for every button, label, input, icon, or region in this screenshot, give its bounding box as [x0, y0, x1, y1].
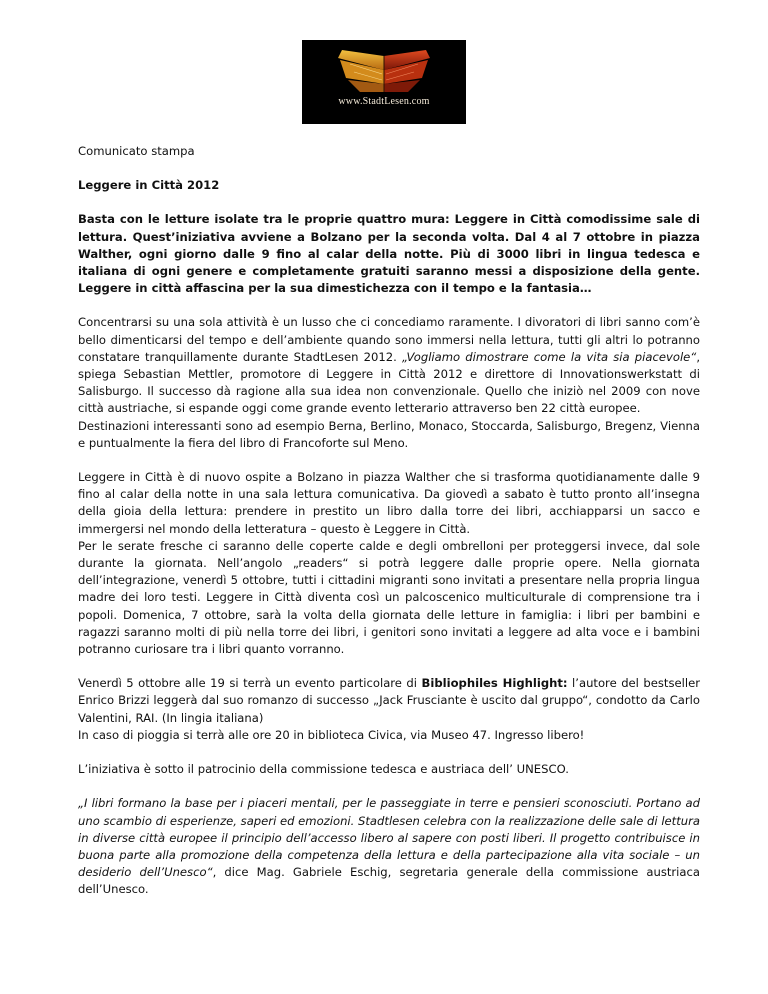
paragraph-5-bold: Bibliophiles Highlight: — [421, 676, 568, 691]
paragraph-5-start: Venerdì 5 ottobre alle 19 si terrà un evento particolare di — [78, 676, 422, 691]
paragraph-7: L’iniziativa è sotto il patrocinio della commissione tedesca e austriaca dell’ UNESCO. — [78, 762, 569, 777]
paragraph-1 — [78, 314, 700, 417]
logo-url-text: www.StadtLesen.com — [338, 96, 430, 107]
title-text: Leggere in Città 2012 — [78, 178, 220, 193]
lead-text: Basta con le letture isolate tra le proprie quattro mura: Leggere in Città comodissime sale di lettura. Quest’iniziativa avviene a Bolzano per la seconda volta. Dal 4 al 7 ottobre in piazza Walther, ogni giorno dalle 9 fino al calar della notte. Più di 3000 libri in lingua tedesca e italiana di ogni genere e completamente gratuiti saranno messi a disposizione della gente. Leggere in città affascina per la sua dimestichezza con il tempo e la fantasia… — [78, 212, 700, 296]
paragraph-2: Destinazioni interessanti sono ad esempio Berna, Berlino, Monaco, Stoccarda, Salisburgo, Bregenz, Vienna e puntualmente la fiera del libro di Francoforte sul Meno. — [78, 418, 700, 450]
stadtlesen-logo — [302, 40, 466, 124]
paragraph-3: Leggere in Città è di nuovo ospite a Bolzano in piazza Walther che si trasforma quotidianamente dalle 9 fino al calar della notte in una sala lettura comunicativa. Da giovedì a sabato è tutto pronto all’insegna della gioia della lettura: prendere in prestito un libro dalla torre dei libri, acchiapparsi un sacco e immergersi nel mondo della letteratura – questo è Leggere in Città. — [78, 470, 700, 536]
document-title — [78, 177, 700, 194]
press-release-body — [78, 143, 700, 899]
paragraph-8-end: , dice Mag. Gabriele Eschig, segretaria generale della commissione austriaca dell’Unesco. — [78, 865, 700, 897]
paragraph-4: Per le serate fresche ci saranno delle coperte calde e degli ombrelloni per proteggersi invece, dal sole durante la giornata. Nell’angolo „readers“ si potrà leggere dalle proprie opere. Nella giornata dell’integrazione, venerdì 5 ottobre, tutti i cittadini migranti sono invitati a presentare nella propria lingua madre dei loro testi. Leggere in Città diventa così un palcoscenico multiculturale di comprensione tra i popoli. Domenica, 7 ottobre, sarà la volta della giornata delle letture in famiglia: i libri per bambini e ragazzi saranno molti di più nella torre dei libri, i genitori sono invitati a leggere ad alta voce e i bambini potranno curiosare tra i libri quanto vorranno. — [78, 538, 700, 657]
paragraph-6: In caso di pioggia si terrà alle ore 20 in biblioteca Civica, via Museo 47. Ingresso libero! — [78, 727, 585, 742]
paragraph-1-quote: „Vogliamo dimostrare come la vita sia piacevole“ — [401, 349, 697, 364]
paragraph-8-quote: „I libri formano la base per i piaceri mentali, per le passeggiate in terre e pensieri sconosciuti. Portano ad uno scambio di esperienze, saperi ed emozioni. Stadtlesen celebra con la realizzazione delle sale di lettura in diverse città europee il principio dell’accesso libero al sapere con posti liberi. Il progetto contribuisce in buona parte alla promozione della competenza della lettura e della partecipazione alla vita sociale – un desiderio dell’Unesco“ — [78, 796, 700, 880]
paragraph-5 — [78, 675, 700, 727]
paragraph-5-end: l’autore del bestseller Enrico Brizzi leggerà dal suo romanzo di successo „Jack Frusciante è uscito dal gruppo“, condotto da Carlo Valentini, RAI. (In lingia italiana) — [78, 676, 700, 725]
document-header: Comunicato stampa — [78, 144, 195, 158]
paragraph-1-start: Concentrarsi su una sola attività è un lusso che ci concediamo raramente. I divoratori di libri sanno com’è bello dimenticarsi del tempo e dell’ambiente quando sono immersi nella lettura, tutti gli altri lo potranno constatare tranquillamente durante StadtLesen 2012. — [78, 315, 700, 364]
lead-paragraph — [78, 211, 700, 297]
paragraph-1-end: , spiega Sebastian Mettler, promotore di Leggere in Città 2012 e direttore di Innovationswerkstatt di Salisburgo. Il successo dà ragione alla sua idea non convenzionale. Quello che iniziò nel 2009 con nove città austriache, si espande oggi come grande evento letterario attraverso ben 22 città europee. — [78, 349, 700, 416]
book-icon — [302, 40, 466, 124]
paragraph-8 — [78, 795, 700, 898]
